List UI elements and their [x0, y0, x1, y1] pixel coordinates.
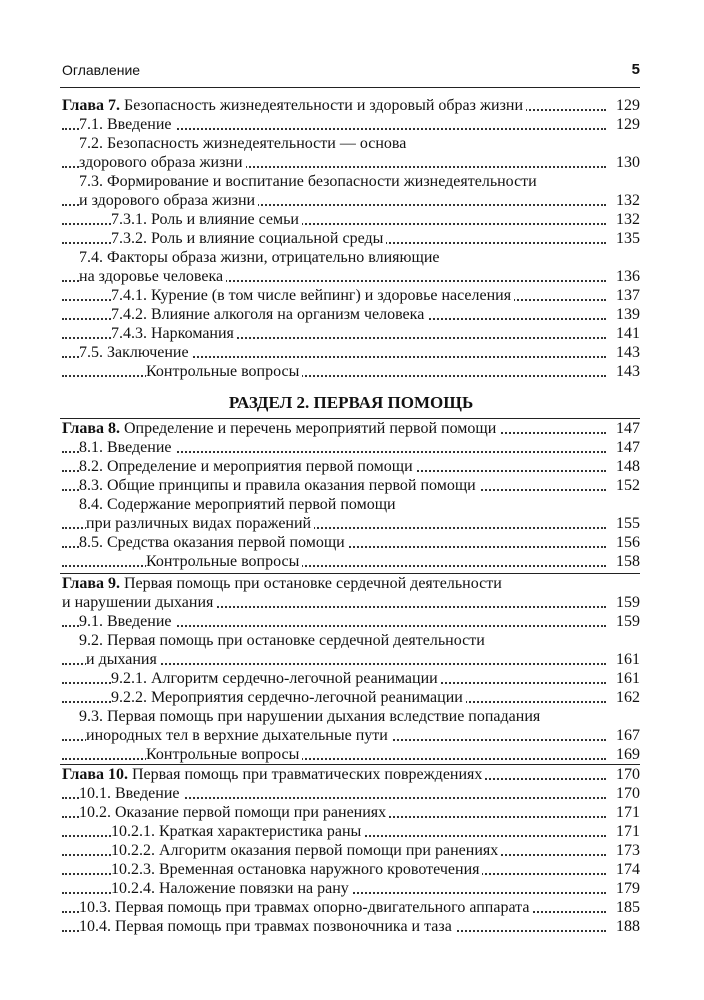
header-page-number: 5	[631, 61, 640, 78]
entry-text: здорового образа жизни	[79, 154, 246, 171]
chapter-label: Глава 9.	[62, 575, 120, 592]
page-number: 155	[613, 514, 640, 533]
page-number: 143	[613, 343, 640, 362]
toc-entry[interactable]	[62, 533, 640, 552]
dot-leader	[62, 758, 606, 760]
entry-text: 7.4.3. Наркомания	[111, 325, 237, 342]
entry-text: Первая помощь при остановке сердечной деятельности	[124, 575, 502, 592]
toc-entry[interactable]	[62, 822, 640, 841]
toc-entry[interactable]	[62, 153, 640, 172]
toc-entry[interactable]	[62, 229, 640, 248]
toc-entry[interactable]	[62, 476, 640, 495]
page-number: 148	[613, 457, 640, 476]
page-number: 179	[613, 879, 640, 898]
page-number: 167	[613, 726, 640, 745]
entry-text: и дыхания	[86, 651, 160, 668]
toc-entry[interactable]	[62, 650, 640, 669]
section-title: РАЗДЕЛ 2. ПЕРВАЯ ПОМОЩЬ	[228, 393, 474, 412]
entry-text: 7.4.2. Влияние алкоголя на организм человека	[111, 306, 427, 323]
toc-entry[interactable]	[62, 495, 640, 514]
page-number: 161	[613, 669, 640, 688]
entry-text: и здорового образа жизни	[79, 192, 258, 209]
entry-text: 8.2. Определение и мероприятия первой помощи	[79, 458, 416, 475]
entry-text: 7.3.1. Роль и влияние семьи	[111, 211, 302, 228]
entry-text: 9.2.1. Алгоритм сердечно-легочной реанимации	[111, 670, 441, 687]
toc-entry[interactable]	[62, 172, 640, 191]
entry-text: 7.4. Факторы образа жизни, отрицательно влияющие	[79, 249, 440, 266]
toc-entry[interactable]	[62, 115, 640, 134]
entry-text: инородных тел в верхние дыхательные пути	[86, 727, 391, 744]
toc-entry[interactable]	[62, 688, 640, 707]
entry-text: 7.2. Безопасность жизнедеятельности — основа	[79, 135, 407, 152]
toc-entry[interactable]	[62, 438, 640, 457]
page-number: 141	[613, 324, 640, 343]
chapter-label: Глава 7.	[62, 97, 120, 114]
entry-text: 10.4. Первая помощь при травмах позвоночника и таза	[79, 918, 455, 935]
toc-entry[interactable]	[62, 305, 640, 324]
toc-entry[interactable]	[62, 286, 640, 305]
entry-text: Контрольные вопросы	[146, 363, 302, 380]
toc-entry[interactable]	[62, 324, 640, 343]
dot-leader	[62, 375, 606, 377]
entry-text: 9.2. Первая помощь при остановке сердечной деятельности	[79, 632, 485, 649]
page-number: 159	[613, 593, 640, 612]
toc-entry[interactable]	[62, 134, 640, 153]
page-number: 139	[613, 305, 640, 324]
toc-entry[interactable]	[62, 362, 640, 381]
toc-entry[interactable]	[62, 631, 640, 650]
page-number: 129	[613, 96, 640, 115]
page-number: 137	[613, 286, 640, 305]
entry-text: 9.3. Первая помощь при нарушении дыхания вследствие попадания	[79, 708, 541, 725]
toc-entry[interactable]	[62, 879, 640, 898]
toc-entry[interactable]	[62, 191, 640, 210]
page-number: 173	[613, 841, 640, 860]
page-number: 169	[613, 745, 640, 764]
page-number: 135	[613, 229, 640, 248]
page-number: 188	[613, 917, 640, 936]
entry-text: 10.2.2. Алгоритм оказания первой помощи при ранениях	[111, 842, 501, 859]
entry-text: 7.3.2. Роль и влияние социальной среды	[111, 230, 386, 247]
page-number: 147	[613, 419, 640, 438]
entry-text: Определение и перечень мероприятий первой помощи	[124, 420, 497, 437]
dot-leader	[62, 565, 606, 567]
entry-text: при различных видах поражений	[86, 515, 314, 532]
toc-entry[interactable]	[62, 784, 640, 803]
page-number: 143	[613, 362, 640, 381]
toc-entry[interactable]	[62, 343, 640, 362]
page-number: 174	[613, 860, 640, 879]
entry-text: 10.1. Введение	[79, 785, 183, 802]
entry-text: 8.1. Введение	[79, 439, 175, 456]
page-number: 170	[613, 765, 640, 784]
chapter-label: Глава 8.	[62, 420, 120, 437]
page-number: 130	[613, 153, 640, 172]
page-number: 161	[613, 650, 640, 669]
header-title: Оглавление	[62, 62, 141, 78]
toc-entry[interactable]	[62, 707, 640, 726]
entry-text: 9.1. Введение	[79, 613, 175, 630]
toc-entry[interactable]	[62, 593, 640, 612]
page-number: 132	[613, 191, 640, 210]
running-header	[62, 62, 640, 82]
entry-text: 10.2. Оказание первой помощи при ранениях	[79, 804, 389, 821]
entry-text: на здоровье человека	[79, 268, 226, 285]
entry-text: 10.2.3. Временная остановка наружного кровотечения	[111, 861, 482, 878]
entry-text: 10.2.4. Наложение повязки на рану	[111, 880, 352, 897]
toc-entry[interactable]	[62, 552, 640, 571]
toc-entry[interactable]	[62, 726, 640, 745]
toc-entry[interactable]	[62, 248, 640, 267]
entry-text: 8.3. Общие принципы и правила оказания первой помощи	[79, 477, 479, 494]
page-number: 158	[613, 552, 640, 571]
page-number: 147	[613, 438, 640, 457]
header-rule	[60, 87, 640, 88]
entry-text: 8.5. Средства оказания первой помощи	[79, 534, 348, 551]
page-number: 171	[613, 822, 640, 841]
entry-text: 10.2.1. Краткая характеристика раны	[111, 823, 364, 840]
toc-entry[interactable]	[62, 669, 640, 688]
toc-chapter-9[interactable]	[62, 574, 640, 593]
toc-entry[interactable]	[62, 917, 640, 936]
toc-entry[interactable]	[62, 457, 640, 476]
entry-text: Безопасность жизнедеятельности и здоровый образ жизни	[124, 97, 524, 114]
page-number: 136	[613, 267, 640, 286]
toc-entry[interactable]	[62, 898, 640, 917]
chapter-label: Глава 10.	[62, 766, 128, 783]
entry-text: Контрольные вопросы	[146, 746, 302, 763]
entry-text: 7.5. Заключение	[79, 344, 192, 361]
page-number: 152	[613, 476, 640, 495]
entry-text: 9.2.2. Мероприятия сердечно-легочной реанимации	[111, 689, 466, 706]
entry-text: 7.4.1. Курение (в том числе вейпинг) и здоровье населения	[111, 287, 514, 304]
page-number: 170	[613, 784, 640, 803]
toc-chapter-10[interactable]	[62, 765, 640, 784]
toc-chapter-7[interactable]	[62, 96, 640, 115]
toc-entry[interactable]	[62, 803, 640, 822]
toc-entry[interactable]	[62, 860, 640, 879]
page-number: 132	[613, 210, 640, 229]
toc-entry[interactable]	[62, 841, 640, 860]
page-number: 185	[613, 898, 640, 917]
toc-chapter-8[interactable]	[62, 419, 640, 438]
page-number: 129	[613, 115, 640, 134]
entry-text: 7.1. Введение	[79, 116, 175, 133]
page-number: 171	[613, 803, 640, 822]
toc-entry[interactable]	[62, 612, 640, 631]
toc-entry[interactable]	[62, 514, 640, 533]
toc-entry[interactable]	[62, 267, 640, 286]
entry-text: Контрольные вопросы	[146, 553, 302, 570]
toc-entry[interactable]	[62, 745, 640, 764]
page-number: 156	[613, 533, 640, 552]
entry-text: и нарушении дыхания	[62, 594, 216, 611]
entry-text: 10.3. Первая помощь при травмах опорно-двигательного аппарата	[79, 899, 532, 916]
entry-text: Первая помощь при травматических повреждениях	[132, 766, 483, 783]
page-number: 159	[613, 612, 640, 631]
entry-text: 8.4. Содержание мероприятий первой помощи	[79, 496, 396, 513]
page-number: 162	[613, 688, 640, 707]
toc-entry[interactable]	[62, 210, 640, 229]
entry-text: 7.3. Формирование и воспитание безопасности жизнедеятельности	[79, 173, 537, 190]
